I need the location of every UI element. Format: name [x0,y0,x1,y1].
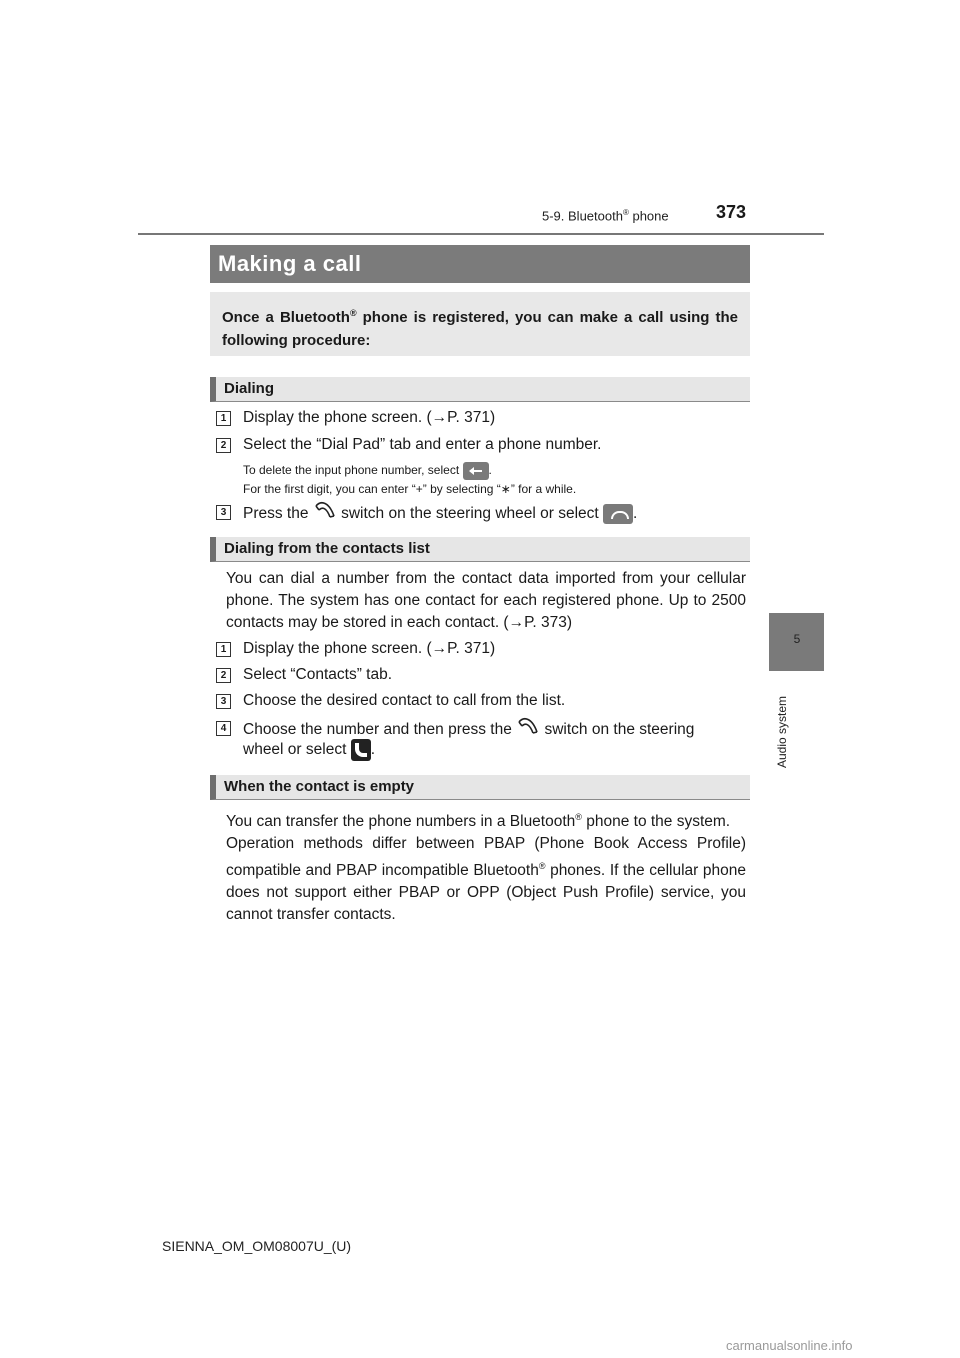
intro-box [210,292,750,356]
empty-p1-a: You can transfer the phone numbers in a Bluetooth [226,813,576,831]
registered-mark: ® [538,861,546,872]
step4-text-a: Choose the number and then press the [243,721,512,738]
chapter-label [773,690,791,774]
empty-heading: When the contact is empty [224,778,415,795]
document-footer: SIENNA_OM_OM08007U_(U) [162,1238,352,1254]
chapter-label-text: Audio system [775,695,789,769]
step-number: 2 [216,438,231,453]
note-delete-end: . [488,463,492,478]
page-title: Making a call [218,251,362,276]
intro-reg: ® [349,308,357,318]
step-number: 3 [216,505,231,520]
step3-text-a: Press the [243,505,309,522]
step-text: Select the “Dial Pad” tab and enter a phone number. [243,436,602,453]
page-number: 373 [716,202,747,222]
step-number: 4 [216,721,231,736]
intro-text [222,302,738,352]
step-text: Display the phone screen. (→P. 371) [243,409,496,426]
empty-p2-a: Operation methods differ between PBAP (Phone Book Access Profile) compatible and PBAP incompatible Bluetooth [226,835,746,880]
call-icon [603,504,633,524]
dialing-heading-bar [210,377,750,402]
handset-switch-icon [516,716,540,738]
note-first-digit: For the first digit, you can enter “+” by selecting “∗” for a while. [243,482,577,496]
page-title-bar [210,245,750,283]
empty-p2-b: phones. If the cellular phone does not support either PBAP or OPP (Object Push Profile) service, you cannot transfer contacts. [226,862,746,924]
empty-p1-b: phone to the system. [581,813,731,831]
back-arrow-icon [463,462,489,480]
step-text-continued [243,739,375,761]
empty-paragraph [226,806,746,926]
dialing-heading: Dialing [224,380,275,397]
note-delete [243,462,492,480]
step-number: 2 [216,668,231,683]
contacts-heading: Dialing from the contacts list [224,540,430,557]
handset-switch-icon [313,500,337,522]
empty-heading-bar [210,775,750,800]
step-text: Choose the desired contact to call from the list. [243,692,566,709]
contacts-heading-bar [210,537,750,562]
header-divider [138,233,824,235]
section-prefix: 5-9. Bluetooth [542,208,623,224]
step4-text-end: . [370,741,376,759]
chapter-number: 5 [793,632,801,646]
note-delete-text: To delete the input phone number, select [243,463,460,478]
step-text: Select “Contacts” tab. [243,666,393,683]
step-text [243,500,637,525]
contacts-intro: You can dial a number from the contact data imported from your cellular phone. The system has one contact for each registered phone. Up to 2500 contacts may be stored in each contact. (→P. 373) [226,570,746,631]
section-suffix: phone [628,208,669,224]
registered-mark: ® [575,812,582,822]
step-text [243,716,694,741]
step-number: 3 [216,694,231,709]
intro-part1: Once a Bluetooth [222,309,350,326]
step4-text-c: wheel or select [243,741,347,759]
section-title [542,208,669,223]
step-number: 1 [216,411,231,426]
intro-part2: phone is registered, you can make a call using the following procedure: [222,309,738,349]
watermark: carmanualsonline.info [726,1338,853,1353]
step3-text-end: . [633,505,638,522]
step-number: 1 [216,642,231,657]
step-text: Display the phone screen. (→P. 371) [243,640,496,657]
registered-mark: ® [622,208,629,217]
step3-text-b: switch on the steering wheel or select [341,505,599,522]
phone-icon [351,739,371,761]
step4-text-b: switch on the steering [544,721,695,738]
